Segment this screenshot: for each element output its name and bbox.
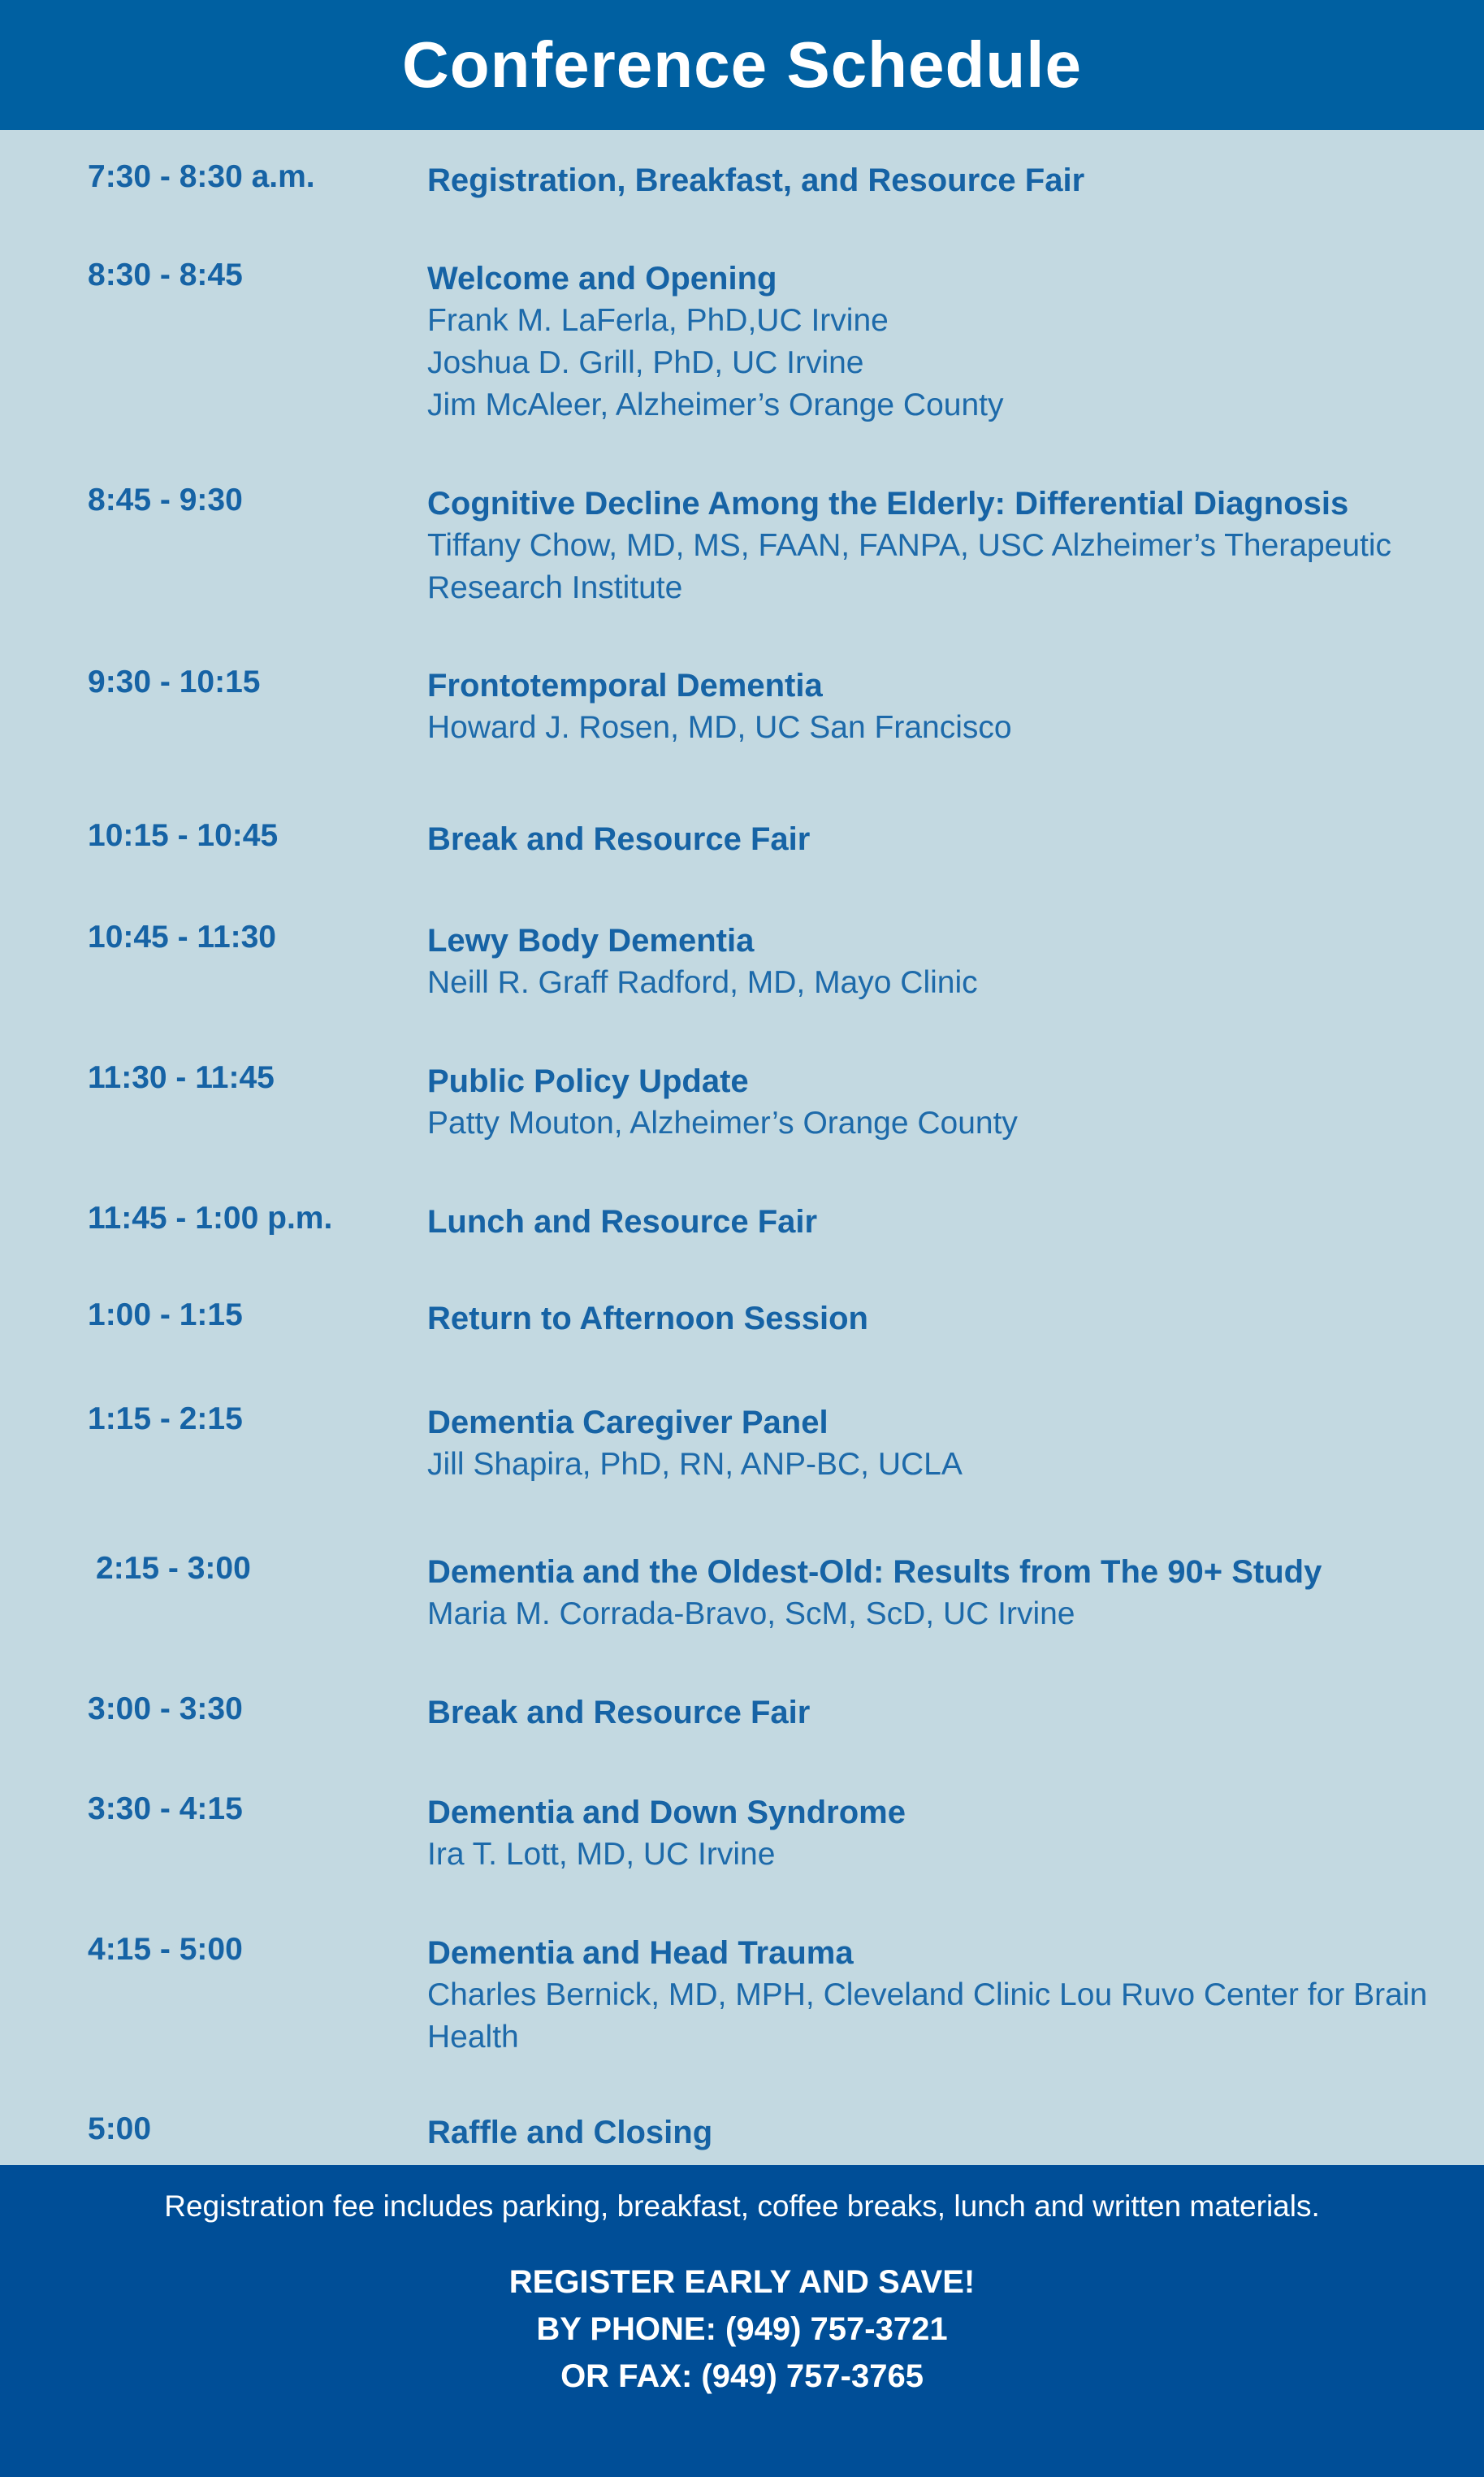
- session-time: 3:30 - 4:15: [88, 1791, 243, 1826]
- session-content: [427, 258, 1459, 427]
- session-speaker: Tiffany Chow, MD, MS, FAAN, FANPA, USC Alzheimer’s Therapeutic: [427, 528, 1392, 563]
- schedule-list: [0, 130, 1484, 2165]
- session-speaker: Charles Bernick, MD, MPH, Cleveland Clinic Lou Ruvo Center for Brain: [427, 1977, 1428, 2012]
- session-title: Break and Resource Fair: [427, 1695, 811, 1730]
- session-content: [427, 159, 1459, 201]
- session-time: 11:45 - 1:00 p.m.: [88, 1201, 333, 1236]
- session-speaker: Neill R. Graff Radford, MD, Mayo Clinic: [427, 965, 978, 1000]
- session-content: [427, 1297, 1459, 1340]
- session-content: [427, 1791, 1459, 1876]
- session-title: Dementia and the Oldest-Old: Results from The 90+ Study: [427, 1554, 1322, 1590]
- session-title: Lewy Body Dementia: [427, 923, 755, 959]
- session-speaker: Jim McAleer, Alzheimer’s Orange County: [427, 388, 1004, 422]
- session-title: Dementia and Head Trauma: [427, 1935, 854, 1971]
- session-time: 2:15 - 3:00: [96, 1551, 251, 1586]
- registration-fee-note: Registration fee includes parking, breakfast, coffee breaks, lunch and written materials.: [164, 2189, 1320, 2223]
- session-time: 1:00 - 1:15: [88, 1297, 243, 1332]
- session-time: 7:30 - 8:30 a.m.: [88, 159, 315, 194]
- session-time: 8:45 - 9:30: [88, 483, 243, 517]
- phone-number: BY PHONE: (949) 757-3721: [536, 2311, 948, 2347]
- session-title: Welcome and Opening: [427, 261, 777, 297]
- session-time: 9:30 - 10:15: [88, 665, 261, 699]
- session-content: [427, 1932, 1459, 2059]
- session-time: 3:00 - 3:30: [88, 1691, 243, 1726]
- session-speaker: Patty Mouton, Alzheimer’s Orange County: [427, 1106, 1018, 1141]
- session-title: Dementia Caregiver Panel: [427, 1405, 829, 1440]
- session-time: 11:30 - 11:45: [88, 1060, 275, 1095]
- session-title: Dementia and Down Syndrome: [427, 1795, 906, 1830]
- session-title: Public Policy Update: [427, 1063, 749, 1099]
- session-time: 10:45 - 11:30: [88, 920, 277, 955]
- session-content: [427, 1551, 1459, 1635]
- session-speaker: Joshua D. Grill, PhD, UC Irvine: [427, 345, 864, 380]
- session-content: [427, 818, 1459, 860]
- session-speaker: Maria M. Corrada-Bravo, ScM, ScD, UC Irvine: [427, 1596, 1075, 1631]
- session-title: Lunch and Resource Fair: [427, 1204, 818, 1240]
- session-time: 10:15 - 10:45: [88, 818, 279, 853]
- page-header: [0, 0, 1484, 130]
- session-content: [427, 920, 1459, 1004]
- session-title: Frontotemporal Dementia: [427, 668, 823, 704]
- session-title: Registration, Breakfast, and Resource Fair: [427, 162, 1085, 198]
- session-content: [427, 2111, 1459, 2154]
- session-speaker: Health: [427, 2020, 519, 2055]
- session-speaker: Frank M. LaFerla, PhD,UC Irvine: [427, 303, 889, 338]
- session-speaker: Howard J. Rosen, MD, UC San Francisco: [427, 710, 1012, 745]
- register-early-text: REGISTER EARLY AND SAVE!: [508, 2264, 976, 2300]
- session-content: [427, 665, 1459, 749]
- session-title: Cognitive Decline Among the Elderly: Differential Diagnosis: [427, 486, 1349, 522]
- session-content: [427, 1691, 1459, 1734]
- session-content: [427, 1201, 1459, 1243]
- page-title: Conference Schedule: [401, 28, 1082, 101]
- session-content: [427, 1401, 1459, 1486]
- session-time: 1:15 - 2:15: [88, 1401, 243, 1436]
- session-time: 4:15 - 5:00: [88, 1932, 243, 1967]
- session-speaker: Ira T. Lott, MD, UC Irvine: [427, 1837, 776, 1872]
- session-title: Break and Resource Fair: [427, 821, 811, 857]
- fax-number: OR FAX: (949) 757-3765: [560, 2358, 924, 2394]
- session-title: Return to Afternoon Session: [427, 1301, 868, 1336]
- session-content: [427, 1060, 1459, 1145]
- register-info: [0, 2258, 1484, 2400]
- session-content: [427, 483, 1459, 609]
- session-time: 5:00: [88, 2111, 152, 2146]
- session-speaker: Research Institute: [427, 570, 683, 605]
- session-title: Raffle and Closing: [427, 2115, 713, 2150]
- session-speaker: Jill Shapira, PhD, RN, ANP-BC, UCLA: [427, 1447, 963, 1482]
- session-time: 8:30 - 8:45: [88, 258, 243, 292]
- page-footer: [0, 2165, 1484, 2477]
